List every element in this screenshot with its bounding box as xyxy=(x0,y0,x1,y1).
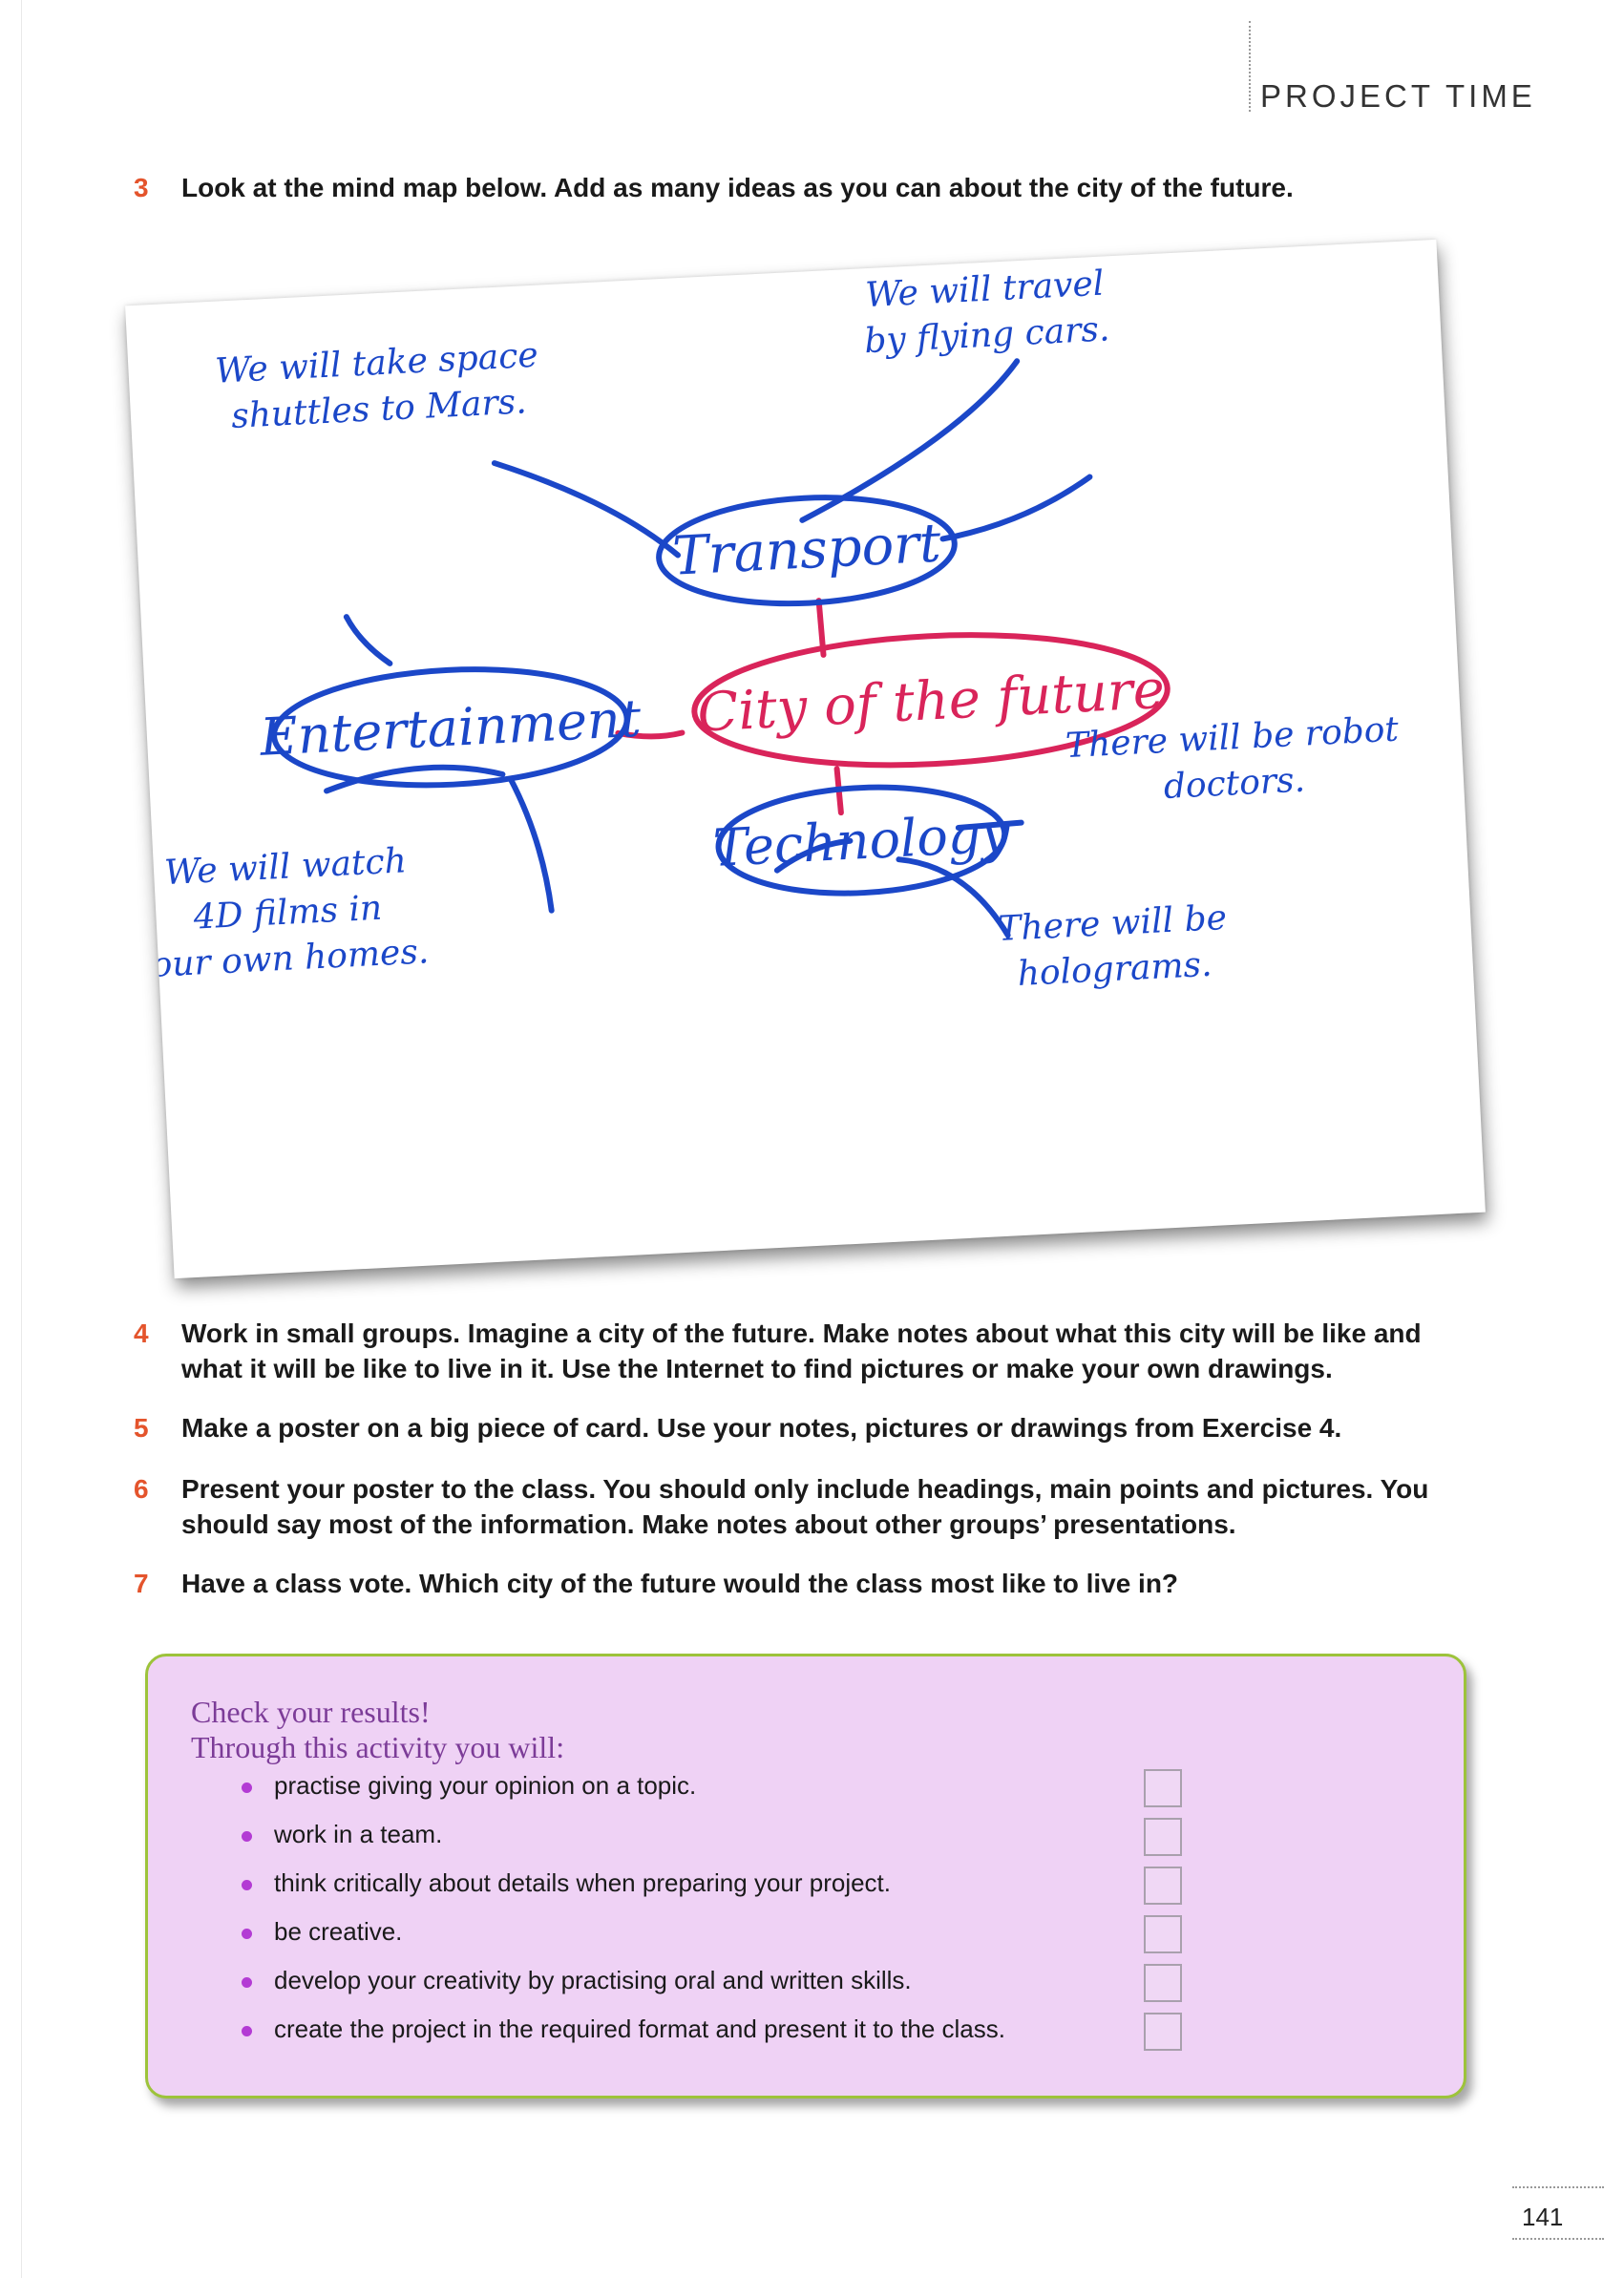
checkbox[interactable] xyxy=(1144,1964,1182,2002)
checkbox[interactable] xyxy=(1144,1769,1182,1807)
checklist-item-text: create the project in the required format and present it to the class. xyxy=(274,2014,1005,2043)
results-title xyxy=(191,1695,564,1765)
task-5 xyxy=(134,1410,1489,1445)
bullet-icon xyxy=(242,1831,252,1842)
task-4 xyxy=(134,1316,1489,1386)
note-films-line2: 4D films in xyxy=(192,888,384,938)
note-films-line3: our own homes. xyxy=(150,932,431,985)
checklist-item-text: develop your creativity by practising oral and written skills. xyxy=(274,1966,912,1994)
note-shuttles-line2: shuttles to Mars. xyxy=(230,382,528,436)
checklist-item xyxy=(148,1818,1464,1858)
checkbox[interactable] xyxy=(1144,1867,1182,1905)
checklist-item xyxy=(148,1867,1464,1907)
task-number: 4 xyxy=(134,1318,149,1348)
mind-map-diagram xyxy=(125,240,1486,1278)
task-number: 5 xyxy=(134,1413,149,1443)
note-shuttles-line1: We will take space xyxy=(214,335,539,391)
branch-line-films xyxy=(511,777,552,913)
task-7 xyxy=(134,1566,1489,1601)
task-number: 6 xyxy=(134,1474,149,1504)
checklist-item-text: practise giving your opinion on a topic. xyxy=(274,1771,697,1800)
bullet-icon xyxy=(242,1977,252,1988)
mind-map-card xyxy=(125,240,1486,1278)
checkbox[interactable] xyxy=(1144,1915,1182,1953)
note-holograms-line1: There will be xyxy=(997,897,1228,949)
section-title: PROJECT TIME xyxy=(1260,78,1536,114)
branch-line-transport-right xyxy=(940,477,1093,539)
checklist-item xyxy=(148,1964,1464,2004)
note-cars-line1: We will travel xyxy=(864,264,1106,316)
page-number-rule-top xyxy=(1512,2186,1604,2188)
bullet-icon xyxy=(242,1880,252,1890)
note-cars-line2: by flying cars. xyxy=(863,309,1111,362)
note-robots-line2: doctors. xyxy=(1162,760,1306,808)
checklist-item xyxy=(148,1915,1464,1955)
checklist-item-text: be creative. xyxy=(274,1917,403,1946)
entertainment-label: Entertainment xyxy=(258,687,643,768)
results-title-line2: Through this activity you will: xyxy=(191,1730,565,1764)
bullet-icon xyxy=(242,2026,252,2036)
task-text: Present your poster to the class. You should only include headings, main points and pictures. You should say most of the information. Make notes about other groups’ presentations. xyxy=(181,1474,1429,1539)
note-robots-line1: There will be robot xyxy=(1065,709,1400,767)
results-title-line1: Check your results! xyxy=(191,1695,431,1729)
check-results-box xyxy=(145,1654,1466,2099)
task-text: Have a class vote. Which city of the future would the class most like to live in? xyxy=(181,1569,1179,1598)
branch-line-ent-top xyxy=(347,615,390,665)
checkbox[interactable] xyxy=(1144,1818,1182,1856)
task-6 xyxy=(134,1471,1489,1542)
bullet-icon xyxy=(242,1782,252,1793)
task-text: Look at the mind map below. Add as many ideas as you can about the city of the future. xyxy=(181,173,1294,202)
header-divider xyxy=(1249,21,1251,112)
task-number: 3 xyxy=(134,173,149,202)
branch-line-shuttles xyxy=(495,454,678,564)
checklist-item-text: work in a team. xyxy=(274,1820,443,1848)
note-films-line1: We will watch xyxy=(163,841,408,894)
task-text: Make a poster on a big piece of card. Use your notes, pictures or drawings from Exercise 4. xyxy=(181,1413,1342,1443)
note-holograms-line2: holograms. xyxy=(1016,944,1213,995)
transport-label: Transport xyxy=(670,512,942,588)
checklist-item xyxy=(148,1769,1464,1809)
page-edge-line xyxy=(21,0,22,2278)
page-number: 141 xyxy=(1522,2203,1564,2231)
task-3 xyxy=(134,170,1489,205)
task-number: 7 xyxy=(134,1569,149,1598)
task-text: Work in small groups. Imagine a city of the future. Make notes about what this city will be like and what it will be like to live in it. Use the Internet to find pictures or make your own drawings. xyxy=(181,1318,1422,1383)
page-number-rule-bottom xyxy=(1512,2238,1604,2240)
checklist-item xyxy=(148,2013,1464,2053)
technology-label: Technology xyxy=(711,803,1012,878)
center-label: City of the future xyxy=(695,658,1167,745)
checklist-item-text: think critically about details when preparing your project. xyxy=(274,1868,892,1897)
checkbox[interactable] xyxy=(1144,2013,1182,2051)
bullet-icon xyxy=(242,1929,252,1939)
